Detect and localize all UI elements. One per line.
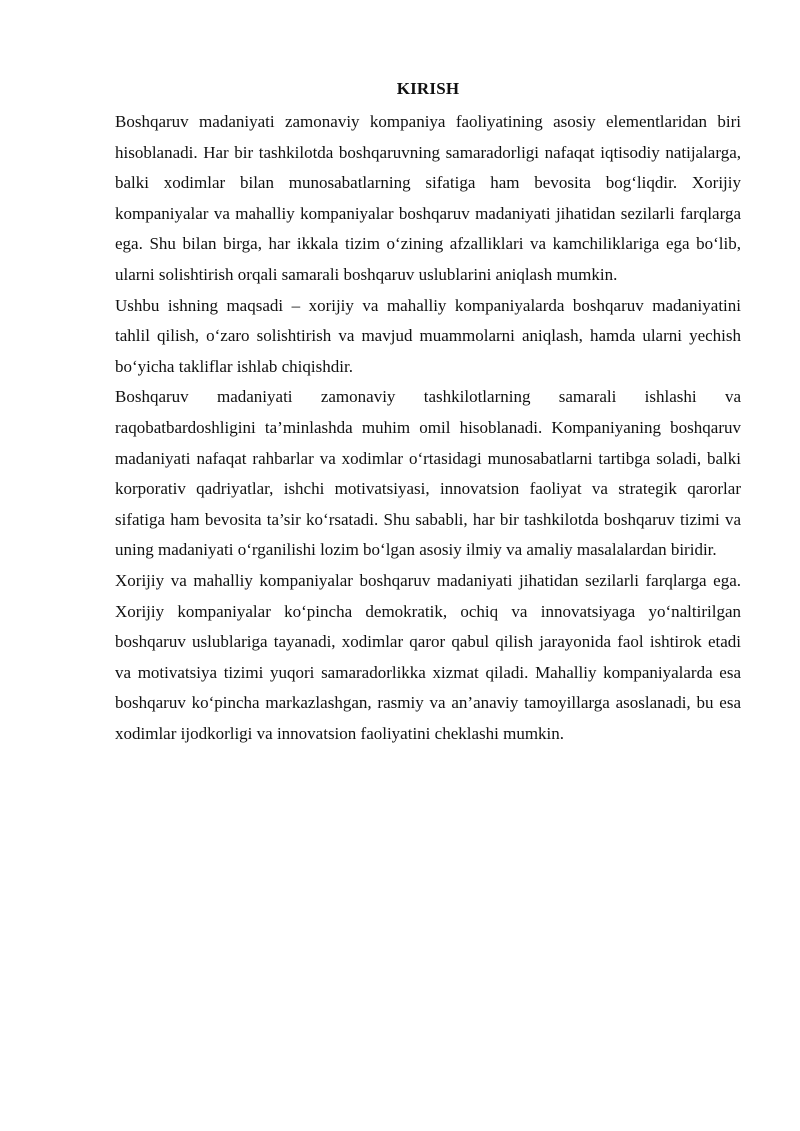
- paragraph-goal: Ushbu ishning maqsadi – xorijiy va mahalliy kompaniyalarda boshqaruv madaniyatini tahlil qilish, o‘zaro solishtirish va mavjud muammolarni aniqlash, hamda ularni yechish bo‘yicha takliflar ishlab chiqishdir.: [115, 295, 741, 376]
- document-page: [115, 79, 741, 749]
- paragraph-intro: Boshqaruv madaniyati zamonaviy kompaniya faoliyatining asosiy elementlaridan biri hisoblanadi. Har bir tashkilotda boshqaruvning samaradorligi nafaqat iqtisodiy natijalarga, balki xodimlar bilan munosabatlarning sifatiga ham bevosita bog‘liqdir. Xorijiy kompaniyalar va mahalliy kompaniyalar boshqaruv madaniyati jihatidan sezilarli farqlarga ega. Shu bilan birga, har ikkala tizim o‘zining afzalliklari va kamchiliklariga ega bo‘lib, ularni solishtirish orqali samarali boshqaruv uslublarini aniqlash mumkin.: [115, 112, 741, 284]
- paragraph-comparison: Xorijiy va mahalliy kompaniyalar boshqaruv madaniyati jihatidan sezilarli farqlarga ega. Xorijiy kompaniyalar ko‘pincha demokratik, ochiq va innovatsiyaga yo‘naltirilgan boshqaruv uslublariga tayanadi, xodimlar qaror qabul qilish jarayonida faol ishtirok etadi va motivatsiya tizimi yuqori samaradorlikka xizmat qiladi. Mahalliy kompaniyalarda esa boshqaruv ko‘pincha markazlashgan, rasmiy va an’anaviy tamoyillarga asoslanadi, bu esa xodimlar ijodkorligi va innovatsion faoliyatini cheklashi mumkin.: [115, 570, 741, 743]
- document-title: KIRISH: [396, 79, 460, 98]
- paragraph-importance: Boshqaruv madaniyati zamonaviy tashkilotlarning samarali ishlashi va raqobatbardoshligini ta’minlashda muhim omil hisoblanadi. Kompaniyaning boshqaruv madaniyati nafaqat rahbarlar va xodimlar o‘rtasidagi munosabatlarni tartibga soladi, balki korporativ qadriyatlar, ishchi motivatsiyasi, innovatsion faoliyat va strategik qarorlar sifatiga ham bevosita ta’sir ko‘rsatadi. Shu sababli, har bir tashkilotda boshqaruv tizimi va uning madaniyati o‘rganilishi lozim bo‘lgan asosiy ilmiy va amaliy masalalardan biridir.: [115, 387, 741, 560]
